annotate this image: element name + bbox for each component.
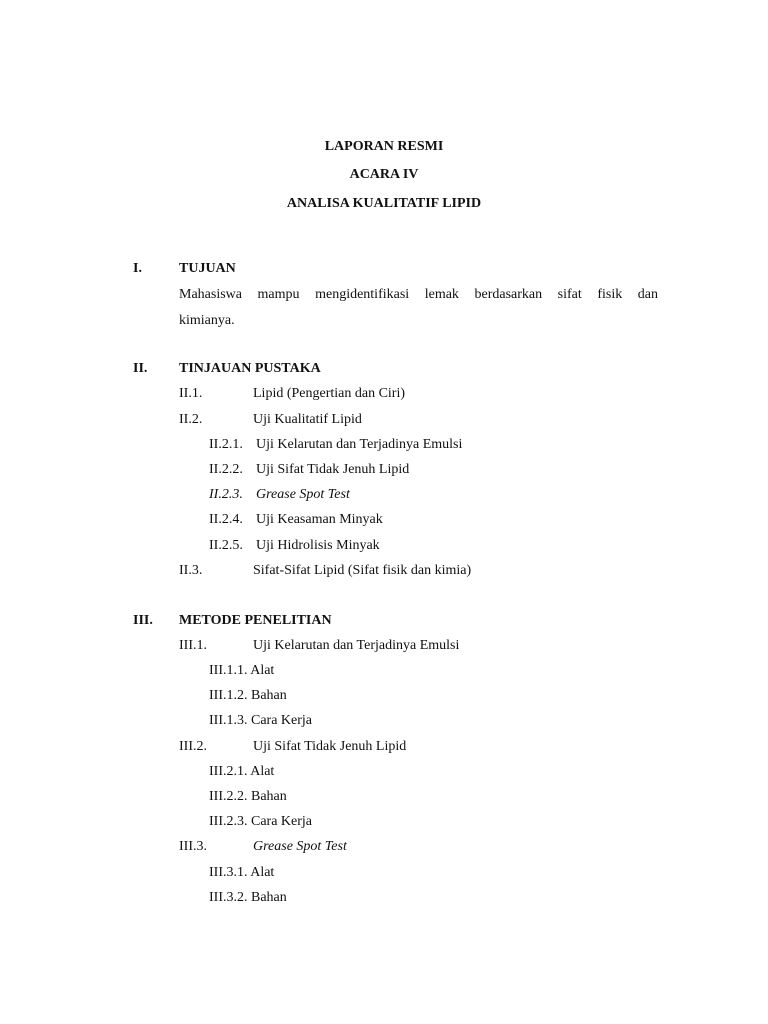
item-text: Grease Spot Test [253,839,347,854]
subitem-text: III.3.1. Alat [209,865,275,880]
subitem-text: Uji Kelarutan dan Terjadinya Emulsi [256,437,463,452]
subitem-text: III.1.3. Cara Kerja [209,713,313,728]
subitem-number: II.2.3. [209,487,243,502]
item-number: II.1. [179,386,203,401]
report-title: LAPORAN RESMI [324,139,444,154]
subitem-text: III.1.1. Alat [209,663,275,678]
paragraph-line: kimianya. [179,312,235,328]
item-number: II.2. [179,412,203,427]
item-text: Uji Kelarutan dan Terjadinya Emulsi [253,638,460,653]
section-1-title: TUJUAN [179,261,236,276]
subitem-text: Uji Sifat Tidak Jenuh Lipid [256,462,410,477]
item-number: II.3. [179,563,203,578]
subitem-text: III.2.2. Bahan [209,789,287,804]
subitem-number: II.2.4. [209,512,243,527]
subitem-text: III.2.1. Alat [209,764,275,779]
report-topic: ANALISA KUALITATIF LIPID [286,196,482,211]
subitem-text: Uji Hidrolisis Minyak [256,538,380,553]
section-2-number: II. [133,361,148,376]
item-number: III.1. [179,638,207,653]
subitem-number: II.2.1. [209,437,243,452]
section-1-paragraph [179,282,658,333]
subitem-text: III.2.3. Cara Kerja [209,814,313,829]
subitem-number: II.2.2. [209,462,243,477]
subitem-number: II.2.5. [209,538,243,553]
item-text: Lipid (Pengertian dan Ciri) [253,386,406,401]
item-text: Uji Kualitatif Lipid [253,412,362,427]
section-3-number: III. [133,613,153,628]
item-text: Uji Sifat Tidak Jenuh Lipid [253,739,407,754]
subitem-text: III.1.2. Bahan [209,688,287,703]
item-number: III.3. [179,839,207,854]
section-1-number: I. [133,261,142,276]
item-number: III.2. [179,739,207,754]
subitem-text: III.3.2. Bahan [209,890,287,905]
item-text: Sifat-Sifat Lipid (Sifat fisik dan kimia) [253,563,472,578]
paragraph-line: Mahasiswa mampu mengidentifikasi lemak berdasarkan sifat fisik dan [179,287,658,302]
section-2-title: TINJAUAN PUSTAKA [179,361,321,376]
report-subtitle: ACARA IV [349,167,419,182]
subitem-text: Uji Keasaman Minyak [256,512,383,527]
subitem-text: Grease Spot Test [256,487,350,502]
section-3-title: METODE PENELITIAN [179,613,332,628]
